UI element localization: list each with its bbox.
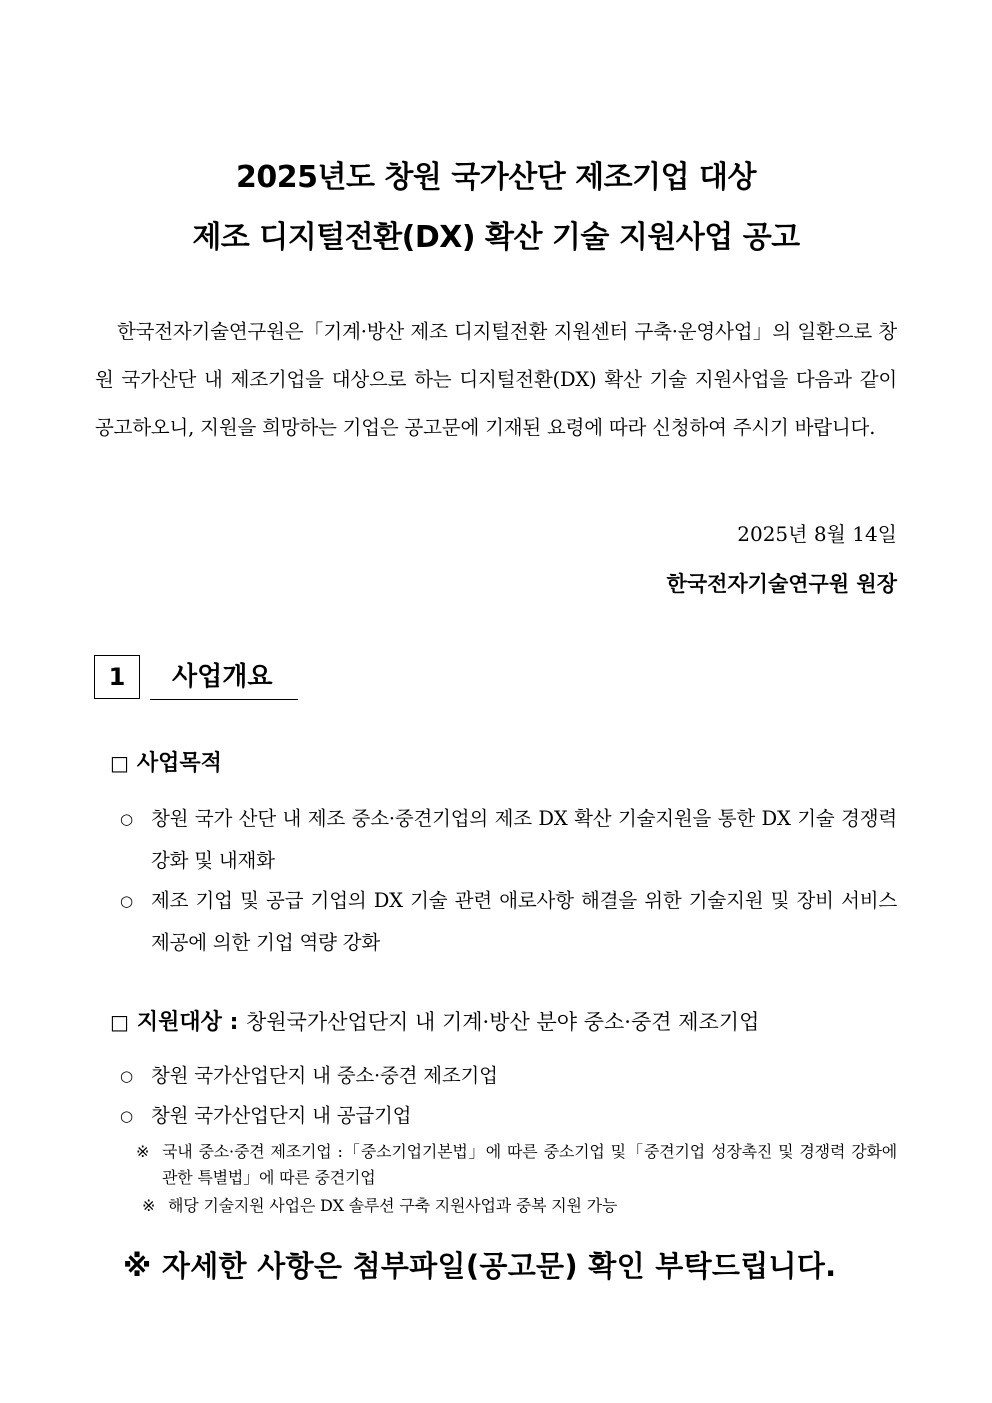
purpose-heading-label: 사업목적: [136, 751, 222, 776]
document-title-line-2: 제조 디지털전환(DX) 확산 기술 지원사업 공고: [192, 220, 800, 255]
footnote: [136, 1139, 897, 1191]
intro-paragraph: 한국전자기술연구원은「기계·방산 제조 디지털전환 지원센터 구축·운영사업」의 일환으로 창원 국가산단 내 제조기업을 대상으로 하는 디지털전환(DX) 확산 기술 지원사업을 다음과 같이 공고하오니, 지원을 희망하는 기업은 공고문에 기재된 요령에 따라 신청하여 주시기 바랍니다.: [95, 320, 897, 439]
list-item-text: 창원 국가산업단지 내 공급기업: [151, 1104, 412, 1127]
target-heading-label: 지원대상: [136, 1010, 222, 1035]
attachment-notice: ※ 자세한 사항은 첨부파일(공고문) 확인 부탁드립니다.: [123, 1249, 837, 1283]
footnote-text: 국내 중소·중견 제조기업 :「중소기업기본법」에 따른 중소기업 및「중견기업 성장촉진 및 경쟁력 강화에 관한 특별법」에 따른 중견기업: [162, 1142, 897, 1187]
target-heading: [110, 1005, 759, 1036]
list-item-text: 제조 기업 및 공급 기업의 DX 기술 관련 애로사항 해결을 위한 기술지원 및 장비 서비스 제공에 의한 기업 역량 강화: [151, 889, 897, 954]
purpose-heading: [110, 746, 222, 777]
list-item-text: 창원 국가산업단지 내 중소·중견 제조기업: [151, 1064, 498, 1087]
reference-mark-icon: ※: [142, 1196, 156, 1215]
list-item: [120, 798, 897, 882]
checkbox-square-icon: □: [110, 751, 129, 775]
circle-bullet-icon: ○: [120, 810, 133, 828]
list-item: [120, 1055, 897, 1097]
target-separator: :: [221, 1010, 247, 1035]
target-description: 창원국가산업단지 내 기계·방산 분야 중소·중견 제조기업: [246, 1010, 760, 1034]
list-item-text: 창원 국가 산단 내 제조 중소·중견기업의 제조 DX 확산 기술지원을 통한 DX 기술 경쟁력 강화 및 내재화: [151, 807, 897, 872]
footnote: [142, 1193, 897, 1219]
section-title: 사업개요: [150, 655, 298, 700]
footnote-text: 해당 기술지원 사업은 DX 솔루션 구축 지원사업과 중복 지원 가능: [168, 1196, 618, 1215]
circle-bullet-icon: ○: [120, 892, 133, 910]
circle-bullet-icon: ○: [120, 1067, 133, 1085]
checkbox-square-icon: □: [110, 1010, 129, 1034]
document-title-line-1: 2025년도 창원 국가산단 제조기업 대상: [236, 160, 756, 195]
list-item: [120, 1095, 897, 1137]
circle-bullet-icon: ○: [120, 1107, 133, 1125]
reference-mark-icon: ※: [136, 1142, 150, 1161]
issuer-signature: 한국전자기술연구원 원장: [666, 572, 897, 596]
announcement-date: 2025년 8월 14일: [737, 522, 897, 546]
section-number-box: 1: [94, 655, 140, 699]
list-item: [120, 880, 897, 964]
